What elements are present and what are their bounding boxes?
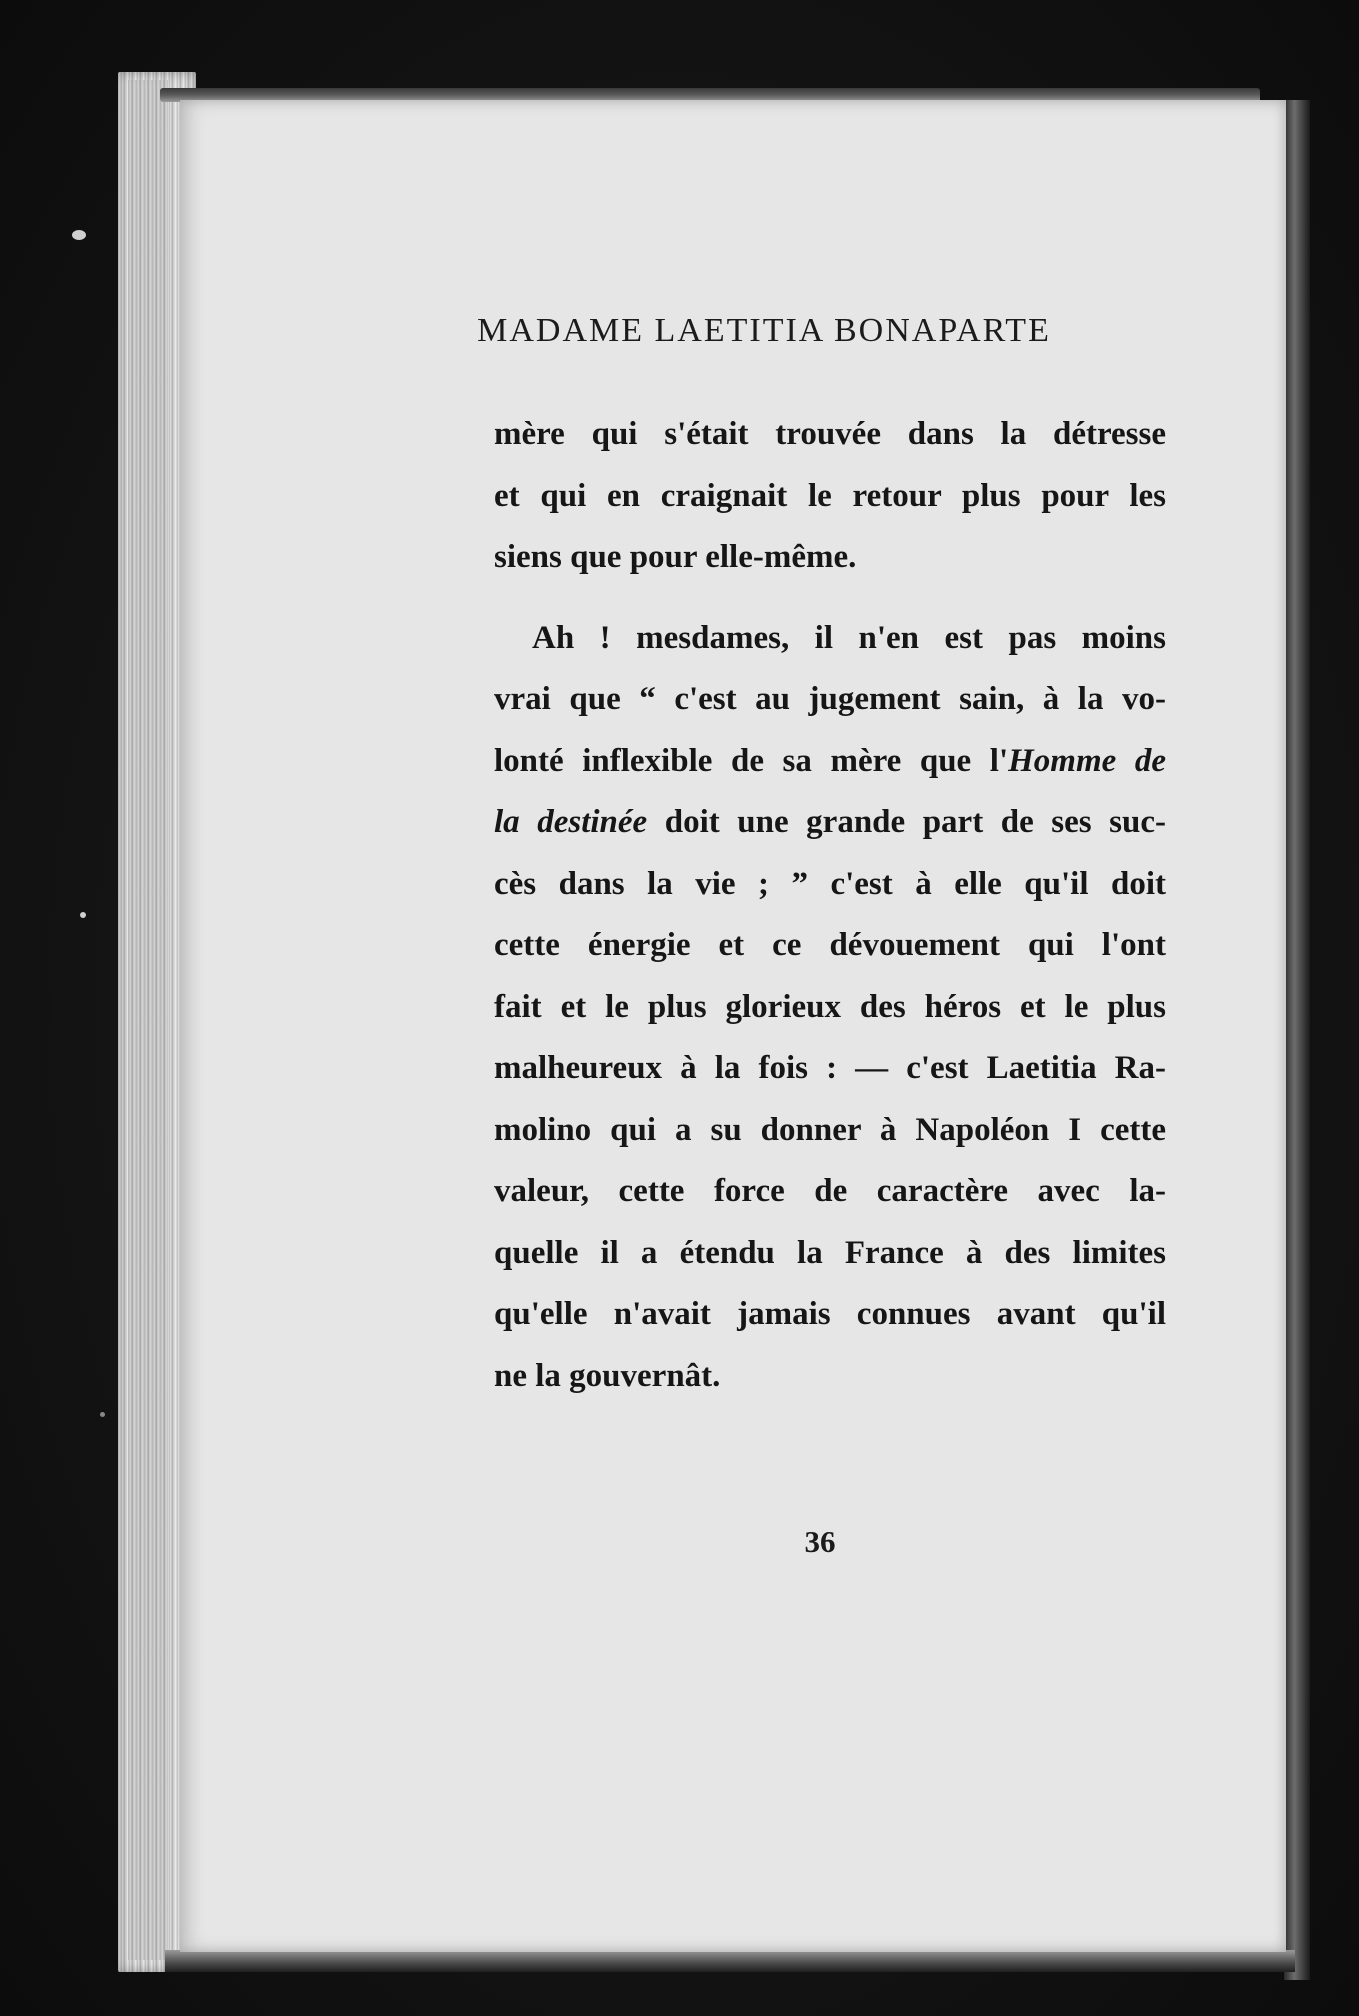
italic-title: la destinée bbox=[494, 804, 648, 840]
text-line: mère qui s'était trouvée dans la détresse bbox=[494, 416, 1166, 452]
running-head: MADAME LAETITIA BONAPARTE bbox=[477, 312, 1051, 349]
scan-speck bbox=[80, 912, 86, 918]
paragraph-gap bbox=[494, 589, 1166, 608]
scan-speck bbox=[72, 230, 86, 240]
italic-title: Homme de bbox=[1008, 742, 1166, 779]
text-line: ne la gouvernât. bbox=[494, 1357, 721, 1394]
text-line: qu'elle n'avait jamais connues avant qu'il bbox=[494, 1296, 1166, 1332]
text-line: fait et le plus glorieux des héros et le plus bbox=[494, 988, 1166, 1025]
book-page-edges-shadow bbox=[128, 80, 168, 1960]
text-line: valeur, cette force de caractère avec la- bbox=[494, 1173, 1166, 1209]
page-number: 36 bbox=[804, 1524, 836, 1559]
body-text bbox=[494, 404, 1166, 1407]
text-line-with-italic bbox=[494, 731, 1166, 793]
text-run: lonté inflexible de sa mère que l' bbox=[494, 742, 1009, 779]
text-line: vrai que “ c'est au jugement sain, à la vo- bbox=[494, 681, 1166, 717]
text-line: cette énergie et ce dévouement qui l'ont bbox=[494, 927, 1166, 963]
text-line: molino qui a su donner à Napoléon I cette bbox=[494, 1111, 1166, 1148]
text-line: et qui en craignait le retour plus pour les bbox=[494, 477, 1166, 514]
text-line: cès dans la vie ; ” c'est à elle qu'il doit bbox=[494, 865, 1166, 902]
text-line: siens que pour elle-même. bbox=[494, 539, 857, 575]
text-line: malheureux à la fois : — c'est Laetitia Ra- bbox=[494, 1050, 1166, 1086]
text-run: doit une grande part de ses suc- bbox=[647, 804, 1166, 840]
book-right-edge bbox=[1284, 100, 1310, 1980]
scan-speck bbox=[100, 1412, 105, 1417]
text-line: Ah ! mesdames, il n'en est pas moins bbox=[532, 619, 1166, 656]
text-line: quelle il a étendu la France à des limites bbox=[494, 1234, 1166, 1271]
book-bottom-edge bbox=[165, 1950, 1295, 1972]
text-line-with-italic bbox=[494, 792, 1166, 854]
